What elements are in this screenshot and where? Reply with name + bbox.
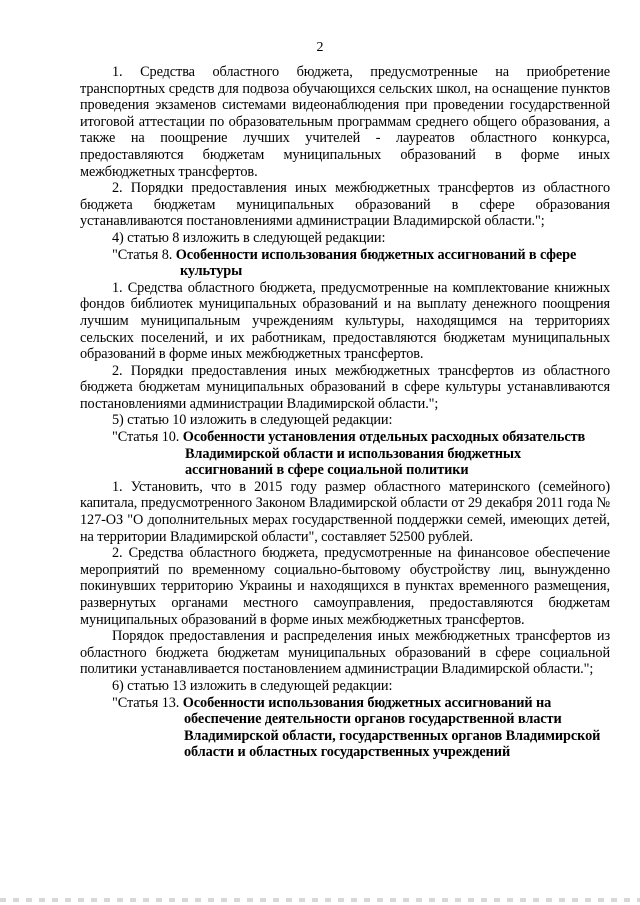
art8-heading (80, 247, 610, 280)
art8-heading-lead: "Статья 8. (112, 246, 173, 263)
amendment-item-5: 5) статью 10 изложить в следующей редакции: (112, 412, 393, 429)
art10-paragraph-1: 1. Установить, что в 2015 году размер областного материнского (семейного) капитала, предусмотренного Законом Владимирской области от 29 декабря 2011 года № 127-ОЗ "О дополнительных мерах государственной поддержки семей, имеющих детей, на территории Владимирской области", составляет 52500 рублей. (80, 478, 610, 545)
art10-heading (80, 429, 610, 479)
art13-heading-title: Особенности использования бюджетных ассигнований на обеспечение деятельности органов государственной власти Владимирской области, государственных органов Владимирской области и областных государственных учреждений (182, 694, 601, 761)
art10-paragraph-2: 2. Средства областного бюджета, предусмотренные на финансовое обеспечение мероприятий по временному социально-бытовому обустройству лиц, вынужденно покинувших территорию Украины и находящихся в пунктах временного размещения, развернутых органами местного самоуправления, предоставляются бюджетам муниципальных образований в форме иных межбюджетных трансфертов. (80, 545, 610, 628)
art8-paragraph-1: 1. Средства областного бюджета, предусмотренные на комплектование книжных фондов библиотек муниципальных образований и на выплату денежного поощрения лучшим муниципальным учреждениям культуры, находящимся на территориях сельских поселений, и их работникам, предоставляются бюджетам муниципальных образований в форме иных межбюджетных трансфертов. (80, 279, 610, 363)
scan-edge-artifact (0, 898, 640, 902)
art10-paragraph-3: Порядок предоставления и распределения иных межбюджетных трансфертов из областного бюджета бюджетам муниципальных образований в сфере социальной политики устанавливается постановлением администрации Владимирской области."; (80, 628, 610, 678)
art13-heading-lead: "Статья 13. (112, 694, 180, 711)
page-number: 2 (316, 40, 324, 55)
art7-paragraph-1: 1. Средства областного бюджета, предусмотренные на приобретение транспортных средств для подвоза обучающихся сельских школ, на оснащение пунктов проведения экзаменов системами видеонаблюдения при проведении государственной итоговой аттестации по образовательным программам среднего общего образования, а также на поощрение лучших учителей - лауреатов областного конкурса, предоставляются бюджетам муниципальных образований в форме иных межбюджетных трансфертов. (80, 64, 610, 180)
art13-heading (80, 695, 610, 761)
document-body (80, 64, 610, 761)
art10-heading-lead: "Статья 10. (112, 429, 180, 446)
art8-paragraph-2: 2. Порядки предоставления иных межбюджетных трансфертов из областного бюджета бюджетам муниципальных образований в сфере культуры устанавливаются постановлениями администрации Владимирской области."; (80, 362, 610, 412)
amendment-item-4: 4) статью 8 изложить в следующей редакции: (112, 229, 386, 246)
art8-heading-title: Особенности использования бюджетных ассигнований в сфере культуры (175, 246, 577, 280)
art7-paragraph-2: 2. Порядки предоставления иных межбюджетных трансфертов из областного бюджета бюджетам муниципальных образований в сфере образования устанавливаются постановлениями администрации Владимирской области."; (80, 180, 610, 230)
art10-heading-title: Особенности установления отдельных расходных обязательств Владимирской области и использования бюджетных ассигнований в сфере социальной политики (182, 429, 586, 479)
amendment-item-6: 6) статью 13 изложить в следующей редакции: (112, 677, 393, 694)
